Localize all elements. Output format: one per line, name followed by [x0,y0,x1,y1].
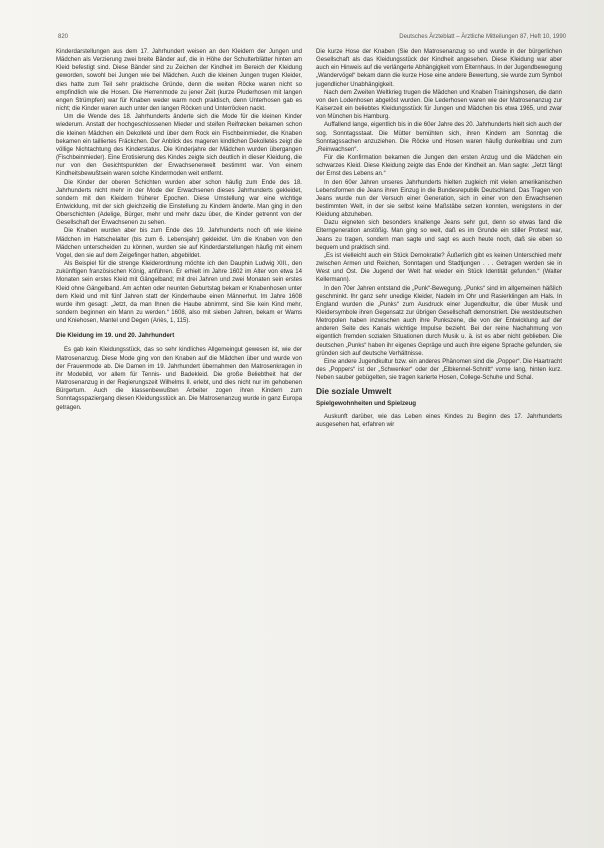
paragraph: Auffallend lange, eigentlich bis in die 60er Jahre des 20. Jahrhunderts hielt sich auch der sog. Sonntagsstaat. Die Mütter bemühten sich, ihren Kindern am Sonntag die Sonntagssachen anzuziehen. Die Röcke und Hosen waren häufig dunkelblau und zum „Reinwachsen“. [316,122,562,153]
paragraph: Nach dem Zweiten Weltkrieg trugen die Mädchen und Knaben Trainingshosen, die dann von den Lodenhosen abgelöst wurden. Die Lederhosen waren wie der Matrosenanzug zur Kaiserzeit ein beliebtes Kleidungsstück für Jungen und Mädchen bis etwa 1965, und zwar von München bis Hamburg. [316,89,562,121]
chapter-heading: Die soziale Umwelt [316,386,392,397]
paragraph: Die Knaben wurden aber bis zum Ende des 19. Jahrhunderts noch oft wie kleine Mädchen im Hatschelalter (bis zum 6. Lebensjahr) gekleidet. Um die Knaben von den Mädchen unterscheiden zu können, wurden sie auf Kinderdarstellungen häufig mit einem Vogel, den sie auf dem Zeigefinger hatten, abgebildet. [56,228,302,259]
paragraph: Die kurze Hose der Knaben (Sie den Matrosenanzug so und wurde in der bürgerlichen Gesellschaft als das Kleidungsstück der Kindheit angesehen. Diese Kleidung war aber auch ein Hinweis auf die verlängerte Abhängigkeit vom Elternhaus. In der Jugendbewegung „Wandervögel“ bekam dann die kurze Hose eine andere Bewertung, sie wurde zum Symbol jugendlicher Unabhängigkeit. [316,49,562,88]
journal-title: Deutsches Ärzteblatt – Ärztliche Mitteilungen 87, Heft 10, 1990 [399,34,566,40]
paragraph: Auskunft darüber, wie das Leben eines Kindes zu Beginn des 17. Jahrhunderts ausgesehen hat, erfahren wir [316,413,562,428]
paragraph: „Es ist vielleicht auch ein Stück Demokratie? Äußerlich gibt es keinen Unterschied mehr zwischen Armen und Reichen, Sonntagen und Stadtjungen . . . Getragen werden sie in West und Ost. Die Jugend der Welt hat wieder ein Stück Identität gefunden.“ (Walter Kellermann). [316,252,562,284]
page-number: 820 [58,34,69,40]
paragraph: Dazu eigneten sich besonders knallenge Jeans sehr gut, denn so etwas fand die Elterngeneration anstößig. Man ging so weit, daß es im Grunde ein stiller Protest war, Jeans zu tragen, sondern man sagte und sagt es auch heute noch, daß sie eben so bequem und praktisch sind. [316,220,562,251]
paragraph: Kinderdarstellungen aus dem 17. Jahrhundert weisen an den Kleidern der Jungen und Mädchen als Verzierung zwei breite Bänder auf, die in Höhe der Schulterblätter hinten am Kleid befestigt sind. Diese Bänder sind zu Zeichen der Kindheit im Bereich der Kleidung geworden, sowohl bei Jungen wie bei Mädchen. Auch die kleinen Jungen trugen Kleider, dies hatte zum Teil sehr praktische Gründe, denn die weiten Röcke waren nicht so empfindlich wie die Hosen. Die Herrenmode zu jener Zeit (kurze Pluderhosen mit langen engen Strümpfen) war für Knaben weder warm noch praktisch, denn Unterhosen gab es nicht; die Kinder waren auch unter den langen Röcken und Unterröcken nackt. [56,49,302,113]
paragraph: Die Kinder der oberen Schichten wurden aber schon häufig zum Ende des 18. Jahrhunderts nicht mehr in der Mode der Erwachsenen dieses Jahrhunderts gekleidet, sondern mit den Kleidern früherer Epochen. Diese Umstellung war eine wichtige Entwicklung, mit der sich gleichzeitig die Einstellung zu Kindern änderte. Man ging in den Oberschichten (Adelige, Bürger, mehr und mehr dazu über, die Kinder getrennt von der Gesellschaft der Erwachsenen zu sehen. [56,179,302,227]
left-column [56,48,302,412]
page-header [58,34,566,40]
paragraph: Als Beispiel für die strenge Kleiderordnung möchte ich den Dauphin Ludwig XIII., den zukünftigen französischen König, anführen. Er erhielt im Jahre 1602 im Alter von etwa 14 Monaten sein erstes Kleid mit Gängelband; mit drei Jahren und zwei Monaten sein erstes Kleid ohne Gängelband. Am achten oder neunten Geburtstag bekam er Knabenhosen unter dem Kleid und mit fünf Jahren statt der Kinderhaube einen Männerhut. Im Jahre 1608 wurde ihm gesagt: „Jetzt, da man Ihnen die Haube abnimmt, sind Sie kein Kind mehr, sondern beginnen ein Mann zu werden.“ 1608, also mit sieben Jahren, bekam er Wams und Kniehosen, Mantel und Degen (Ariès, 1, 115). [56,261,302,325]
paragraph: Es gab kein Kleidungsstück, das so sehr kindliches Allgemeingut gewesen ist, wie der Matrosenanzug. Diese Mode ging von den Knaben auf die Mädchen über und wurde von der Frauenmode ab. Die Damen im 19. Jahrhundert übernahmen den Matrosenkragen in ihr Modebild, vor allem für Tennis- und Badekleid. Die große Beliebtheit hat der Matrosenanzug in der Regierungszeit Wilhelms II. erlebt, und dies nicht nur im gehobenen Bürgertum. Auch die klassenbewußten Arbeiter zogen ihren Kindern zum Sonntagsspaziergang diesen Kleidungsstück an. Die Matrosenanzug wurde in ganz Europa getragen. [56,347,302,411]
sub-heading: Spielgewohnheiten und Spielzeug [316,399,417,407]
paragraph: In den 70er Jahren entstand die „Punk“-Bewegung. „Punks“ sind im allgemeinen häßlich geschminkt. Ihr ganz sehr unedige Kleider, Nadeln im Ohr und Rasierklingen am Hals. In England wurden die „Punks“ zum Ausdruck einer Jugendkultur, die über Musik und Kleidersymbole ihren Gegensatz zur übrigen Gesellschaft demonstriert. Die westdeutschen Metropolen haben inzwischen auch ihre Punkszene, die von der Entwicklung auf der anderen Seite des Kanals wichtige Impulse bezieht. Bei der reine Nachahmung von eigentlich fremden sozialen Situationen durch Musik u. ä. ist es aber nicht geblieben. Die deutschen „Punks“ haben ihr eigenes Gepräge und auch ihre eigene Sprache gefunden, sie gründen sich auf deutsche Verhältnisse. [316,285,562,357]
right-column [316,48,562,429]
paragraph: In den 60er Jahren unseres Jahrhunderts hielten zugleich mit vielen amerikanischen Lebensformen die Jeans ihren Einzug in die Bundesrepublik Deutschland. Das Tragen von Jeans wurde nun der Versuch einer Generation, sich in einer von den Erwachsenen bestimmten Welt, in der sie selbst keine Maßstäbe setzen konnten, wenigstens in der Kleidung abzuheben. [316,179,562,219]
paragraph: Eine andere Jugendkultur bzw. ein anderes Phänomen sind die „Popper“. Die Haartracht des „Poppers“ ist der „Schwenker“ oder der „Elbkennel-Schnitt“ vorne lang, hinten kurz. Neben sauber gebügelten, sie tragen karierte Hosen, College-Schuhe und Schal. [316,358,562,382]
paragraph: Um die Wende des 18. Jahrhunderts änderte sich die Mode für die kleinen Kinder wiederum. Anstatt der hochgeschlossenen Mieder und steifen Reifrøcken bekamen schon die kleinen Mädchen ein Dekolleté und über dem Rock ein Fischbeinmieder, die Knaben bekamen ein tailliertes Fräckchen. Der Anblick des mageren kindlichen Dekolletés zeigt die völlige Nichtachtung des Kinderstatus. Die Kinderjahre der Mädchen wurden übergangen (Fischbeinmieder). Eine Erotisierung des Kindes zeigte sich deutlich in dieser Kleidung, die nur von den Gesichtspunkten der Erwachsenenwelt bestimmt war. Von einem Kindheitsbewußtsein waren solche Kindermoden weit entfernt. [56,114,302,178]
paragraph: Für die Konfirmation bekamen die Jungen den ersten Anzug und die Mädchen ein schwarzes Kleid. Diese Kleidung zeigte das Ende der Kindheit an. Man sagte: „Jetzt fängt der Ernst des Lebens an.“ [316,155,562,178]
section-heading: Die Kleidung im 19. und 20. Jahrhundert [56,332,175,340]
